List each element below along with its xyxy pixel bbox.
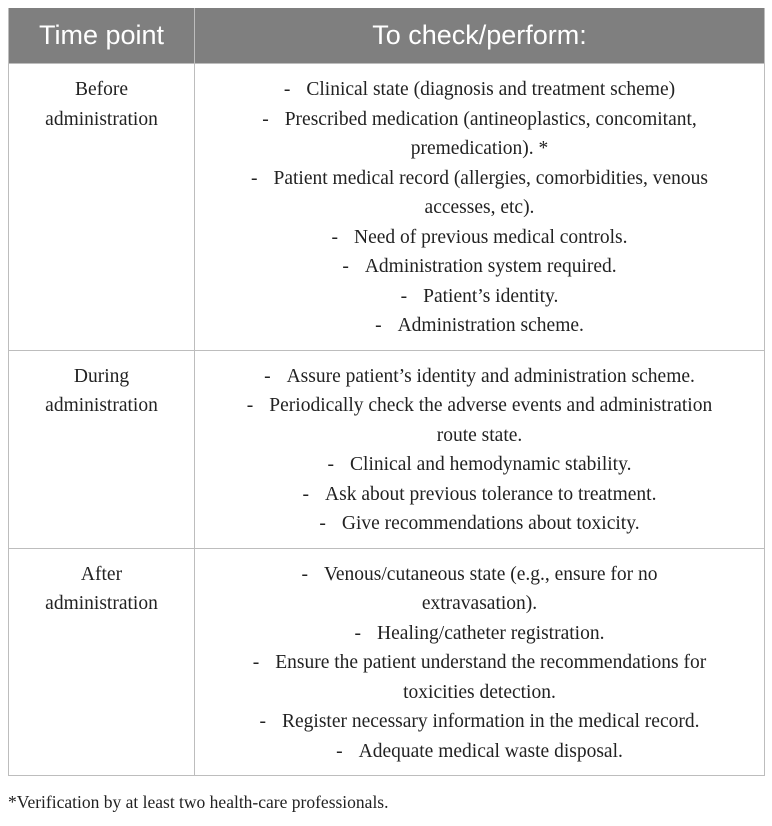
- checklist-item: [205, 450, 754, 480]
- bullet-dash: -: [259, 711, 266, 732]
- bullet-dash: -: [283, 79, 291, 100]
- checklist-item: [205, 252, 754, 282]
- bullet-dash: -: [336, 740, 343, 762]
- checklist-item-text: Give recommendations about toxicity.: [341, 513, 640, 534]
- header-to-check-perform: To check/perform:: [195, 8, 765, 64]
- table-row: [9, 64, 765, 351]
- table-body: [9, 64, 765, 776]
- checklist-item-text: route state.: [436, 424, 523, 446]
- bullet-dash: -: [354, 622, 362, 644]
- checklist-item: [205, 589, 754, 619]
- administration-checklist-table: [8, 8, 765, 776]
- table-header: [9, 8, 765, 64]
- checklist-item: [205, 362, 754, 392]
- bullet-dash: -: [319, 513, 326, 534]
- bullet-dash: -: [342, 256, 349, 277]
- time-point-label: administration: [45, 593, 158, 614]
- header-time-point: Time point: [9, 8, 195, 64]
- checklist-item-text: extravasation).: [421, 593, 538, 614]
- checklist-item: [205, 391, 754, 421]
- time-point-label: During: [73, 365, 130, 387]
- checklist-item: [205, 282, 754, 312]
- checklist-item-text: Venous/cutaneous state (e.g., ensure for no: [323, 563, 658, 585]
- checklist-item: [205, 193, 754, 223]
- checklist-item-text: Clinical state (diagnosis and treatment scheme): [306, 79, 676, 100]
- bullet-dash: -: [262, 108, 269, 130]
- checklist-item: [205, 105, 754, 135]
- checklist-item-text: Adequate medical waste disposal.: [358, 740, 623, 762]
- checklist-item-text: accesses, etc).: [424, 197, 535, 218]
- checklist-item: [205, 560, 754, 590]
- checklist-item: [205, 164, 754, 194]
- checklist-item-text: Clinical and hemodynamic stability.: [350, 454, 632, 475]
- checklist-item: [205, 619, 754, 649]
- checklist-item: [205, 134, 754, 164]
- checklist-item: [205, 421, 754, 451]
- checklist-item-text: Need of previous medical controls.: [354, 226, 628, 248]
- checklist-item-text: Assure patient’s identity and administration scheme.: [286, 365, 695, 387]
- checklist-item-text: premedication). *: [410, 138, 549, 159]
- checklist-item-text: Periodically check the adverse events and administration: [269, 395, 713, 416]
- checklist-cell: [195, 548, 765, 776]
- checklist-item-text: Healing/catheter registration.: [377, 622, 605, 644]
- bullet-dash: -: [375, 315, 382, 336]
- checklist-item-text: toxicities detection.: [403, 681, 556, 703]
- checklist-item: [205, 223, 754, 253]
- time-point-cell: [9, 350, 195, 548]
- checklist-cell: [195, 350, 765, 548]
- checklist-item: [205, 737, 754, 767]
- time-point-label: administration: [45, 108, 158, 130]
- checklist-item-text: Patient’s identity.: [423, 285, 559, 307]
- bullet-dash: -: [264, 365, 271, 387]
- bullet-dash: -: [252, 652, 260, 673]
- bullet-dash: -: [400, 285, 408, 307]
- time-point-cell: [9, 548, 195, 776]
- checklist-item: [205, 480, 754, 510]
- header-row: [9, 8, 765, 64]
- checklist-item: [205, 678, 754, 708]
- checklist-item-text: Ensure the patient understand the recommendations for: [275, 652, 707, 673]
- checklist-item: [205, 707, 754, 737]
- checklist-item-text: Prescribed medication (antineoplastics, concomitant,: [284, 108, 697, 130]
- checklist-item-text: Administration scheme.: [397, 315, 584, 336]
- checklist-item-text: Ask about previous tolerance to treatment.: [325, 483, 657, 505]
- bullet-dash: -: [301, 563, 308, 585]
- bullet-dash: -: [331, 226, 339, 248]
- time-point-cell: [9, 64, 195, 351]
- checklist-item: [205, 75, 754, 105]
- checklist-item: [205, 648, 754, 678]
- checklist-item: [205, 311, 754, 341]
- procedure-table-container: [8, 8, 764, 776]
- table-footnote: *Verification by at least two health-care professionals.: [8, 792, 389, 812]
- bullet-dash: -: [302, 483, 310, 505]
- checklist-item-text: Patient medical record (allergies, comorbidities, venous: [273, 167, 708, 189]
- checklist-cell: [195, 64, 765, 351]
- checklist-item: [205, 509, 754, 539]
- time-point-label: administration: [45, 395, 158, 416]
- checklist-item-text: Register necessary information in the medical record.: [282, 711, 700, 732]
- table-row: [9, 548, 765, 776]
- checklist-item-text: Administration system required.: [364, 256, 617, 277]
- time-point-label: After: [80, 563, 123, 585]
- bullet-dash: -: [251, 167, 258, 189]
- bullet-dash: -: [327, 454, 335, 475]
- time-point-label: Before: [74, 79, 129, 100]
- bullet-dash: -: [246, 395, 254, 416]
- table-row: [9, 350, 765, 548]
